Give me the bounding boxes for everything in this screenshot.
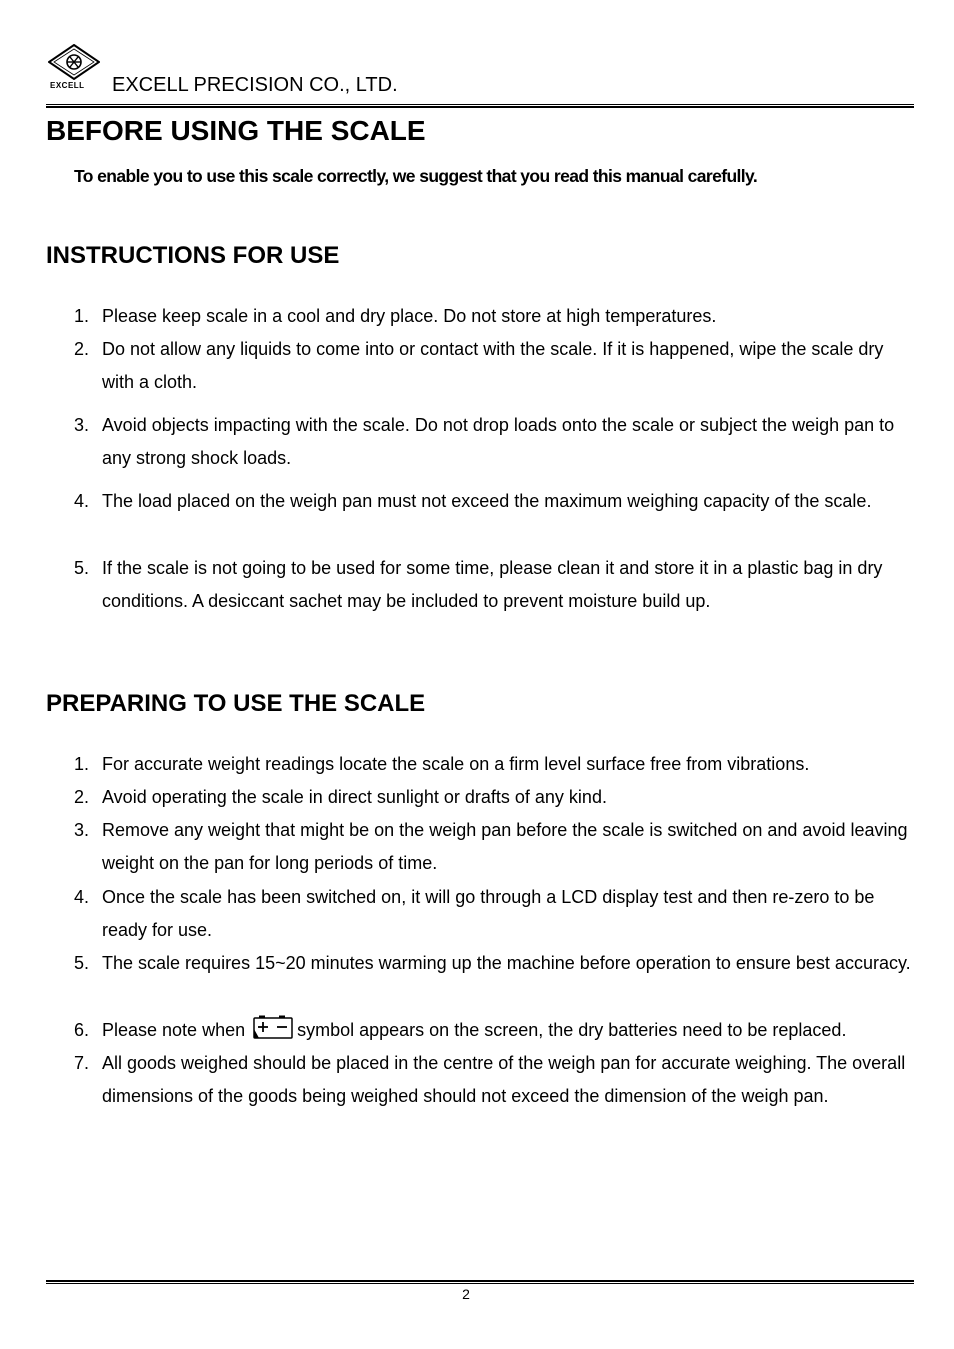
- item-text: The scale requires 15~20 minutes warming up the machine before operation to ensure best accuracy.: [102, 953, 911, 973]
- list-item: [74, 947, 914, 980]
- page-number: 2: [462, 1286, 470, 1302]
- battery-icon: [253, 1015, 293, 1050]
- list-item: [74, 748, 914, 781]
- item-number: 7.: [74, 1053, 90, 1073]
- item-text: All goods weighed should be placed in the centre of the weigh pan for accurate weighing. The overall dimensions of the goods being weighed should not exceed the dimension of the weigh pan.: [102, 1053, 906, 1106]
- section-heading-instructions: INSTRUCTIONS FOR USE: [46, 242, 340, 269]
- item-number: 1.: [74, 754, 90, 774]
- page-header: [46, 44, 914, 106]
- item-text: For accurate weight readings locate the scale on a firm level surface free from vibrations.: [102, 754, 810, 774]
- logo-diamond-icon: [48, 44, 100, 80]
- list-item: [74, 781, 914, 814]
- header-rule: [46, 104, 914, 108]
- item-text-after: symbol appears on the screen, the dry batteries need to be replaced.: [297, 1020, 847, 1040]
- item-number: 2.: [74, 787, 90, 807]
- item-number: 1.: [74, 306, 90, 326]
- list-item: [74, 485, 914, 518]
- logo-text: EXCELL: [50, 81, 85, 90]
- list-item: [74, 333, 914, 399]
- item-number: 2.: [74, 339, 90, 359]
- item-text: Avoid operating the scale in direct sunlight or drafts of any kind.: [102, 787, 607, 807]
- item-text: Please keep scale in a cool and dry place. Do not store at high temperatures.: [102, 306, 717, 326]
- intro-text: To enable you to use this scale correctly, we suggest that you read this manual carefully.: [74, 166, 758, 186]
- item-text: Do not allow any liquids to come into or contact with the scale. If it is happened, wipe the scale dry with a cloth.: [102, 339, 884, 392]
- company-name: EXCELL PRECISION CO., LTD.: [112, 74, 398, 96]
- list-item: [74, 409, 914, 475]
- item-text: Avoid objects impacting with the scale. Do not drop loads onto the scale or subject the weigh pan to any strong shock loads.: [102, 415, 895, 468]
- list-item: [74, 552, 914, 618]
- item-text: Once the scale has been switched on, it will go through a LCD display test and then re-zero to be ready for use.: [102, 887, 875, 940]
- list-item: [74, 300, 914, 333]
- company-logo: [46, 44, 104, 94]
- item-number: 4.: [74, 491, 90, 511]
- item-number: 4.: [74, 887, 90, 907]
- item-number: 3.: [74, 820, 90, 840]
- item-number: 5.: [74, 953, 90, 973]
- page-title: BEFORE USING THE SCALE: [46, 115, 426, 146]
- section-heading-preparing: PREPARING TO USE THE SCALE: [46, 690, 426, 717]
- item-number: 5.: [74, 558, 90, 578]
- list-item: [74, 814, 914, 880]
- list-item: [74, 1014, 914, 1050]
- item-number: 3.: [74, 415, 90, 435]
- item-text: [102, 1014, 914, 1050]
- item-text: Remove any weight that might be on the weigh pan before the scale is switched on and avoid leaving weight on the pan for long periods of time.: [102, 820, 908, 873]
- item-number: 6.: [74, 1020, 90, 1040]
- list-item: [74, 881, 914, 947]
- list-item: [74, 1047, 914, 1113]
- item-text: The load placed on the weigh pan must not exceed the maximum weighing capacity of the scale.: [102, 491, 872, 511]
- item-text-before: Please note when: [102, 1020, 246, 1040]
- item-text: If the scale is not going to be used for some time, please clean it and store it in a plastic bag in dry conditions. A desiccant sachet may be included to prevent moisture build up.: [102, 558, 883, 611]
- footer-rule: [46, 1280, 914, 1284]
